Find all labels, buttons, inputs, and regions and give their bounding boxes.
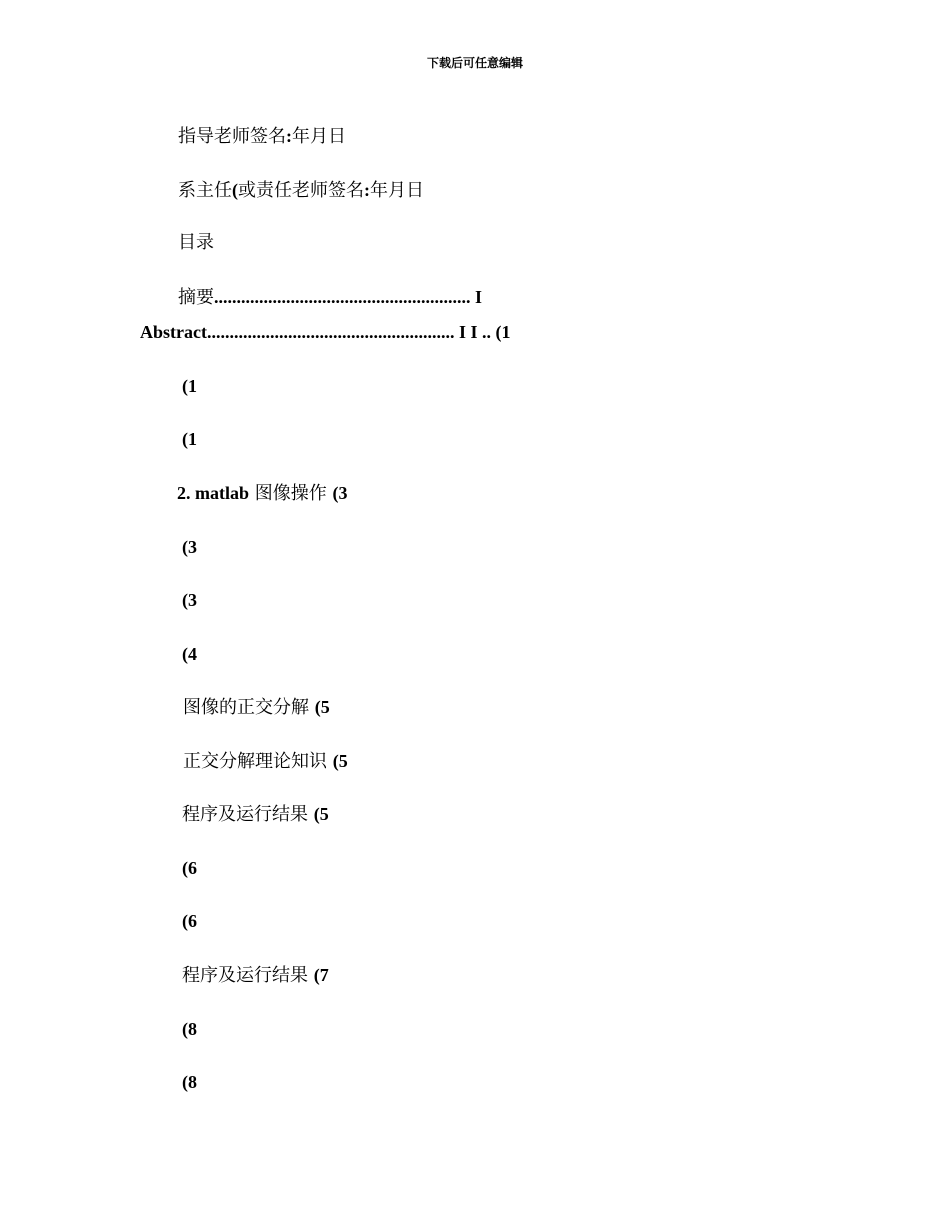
advisor-signature-date: 年月日 [292, 126, 346, 147]
toc-entry [182, 1018, 197, 1041]
toc-entry [183, 696, 330, 719]
toc-entry-page: (1 [182, 376, 197, 396]
dept-head-label-alt: 或责任老师签名 [238, 180, 364, 201]
toc-entry [182, 643, 197, 666]
toc-entry [182, 803, 329, 826]
toc-entry-text: 正交分解理论知识 [183, 751, 327, 772]
toc-entry-text: 程序及运行结果 [182, 804, 308, 825]
toc-abstract-cn-page: I [475, 287, 483, 307]
toc-abstract-cn-label: 摘要 [178, 287, 214, 308]
toc-entry-page: (3 [332, 483, 348, 503]
toc-entry [182, 536, 197, 559]
toc-entry-page: (3 [182, 590, 197, 610]
toc-entry-page: (5 [313, 804, 329, 824]
toc-title: 目录 [178, 232, 214, 253]
toc-entry-page: (5 [332, 751, 348, 771]
advisor-signature-colon: : [286, 126, 292, 146]
page-header: 下载后可任意编辑 [426, 56, 523, 70]
toc-entry-page: (3 [182, 537, 197, 557]
dept-head-label: 系主任 [178, 180, 232, 201]
toc-entry-page: (6 [182, 858, 197, 878]
toc-entry-text: 图像的正交分解 [183, 697, 309, 718]
toc-entry [182, 428, 197, 451]
toc-entry-page: (1 [182, 429, 197, 449]
toc-entry [182, 1071, 197, 1094]
toc-entry-page: (6 [182, 911, 197, 931]
toc-abstract-cn-leader: ......................................................... [214, 287, 471, 307]
advisor-signature-line [178, 125, 346, 148]
toc-entry [183, 750, 348, 773]
toc-entry [182, 857, 197, 880]
advisor-signature-label: 指导老师签名 [178, 126, 286, 147]
toc-entry-page: (8 [182, 1072, 197, 1092]
toc-abstract-en-page: I I .. (1 [458, 322, 511, 342]
toc-entry [182, 910, 197, 933]
toc-abstract-en-leader: ....................................................... [206, 322, 455, 342]
toc-abstract-en-label: Abstract [140, 322, 207, 342]
toc-entry-number: 2. matlab [177, 483, 249, 503]
toc-entry-page: (4 [182, 644, 197, 664]
toc-entry-text: 程序及运行结果 [182, 965, 308, 986]
toc-abstract-en [140, 321, 511, 343]
dept-head-colon: : [364, 180, 370, 200]
toc-entry [182, 964, 329, 987]
toc-entry-page: (7 [313, 965, 329, 985]
toc-entry-page: (8 [182, 1019, 197, 1039]
toc-entry-text: 图像操作 [254, 483, 327, 504]
toc-entry [182, 375, 197, 398]
toc-entry-page: (5 [314, 697, 330, 717]
dept-head-signature-line [178, 179, 424, 202]
toc-entry [182, 589, 197, 612]
dept-head-paren: ( [232, 180, 238, 200]
toc-abstract-cn [178, 286, 482, 309]
toc-entry [177, 482, 347, 505]
dept-head-date: 年月日 [370, 180, 424, 201]
